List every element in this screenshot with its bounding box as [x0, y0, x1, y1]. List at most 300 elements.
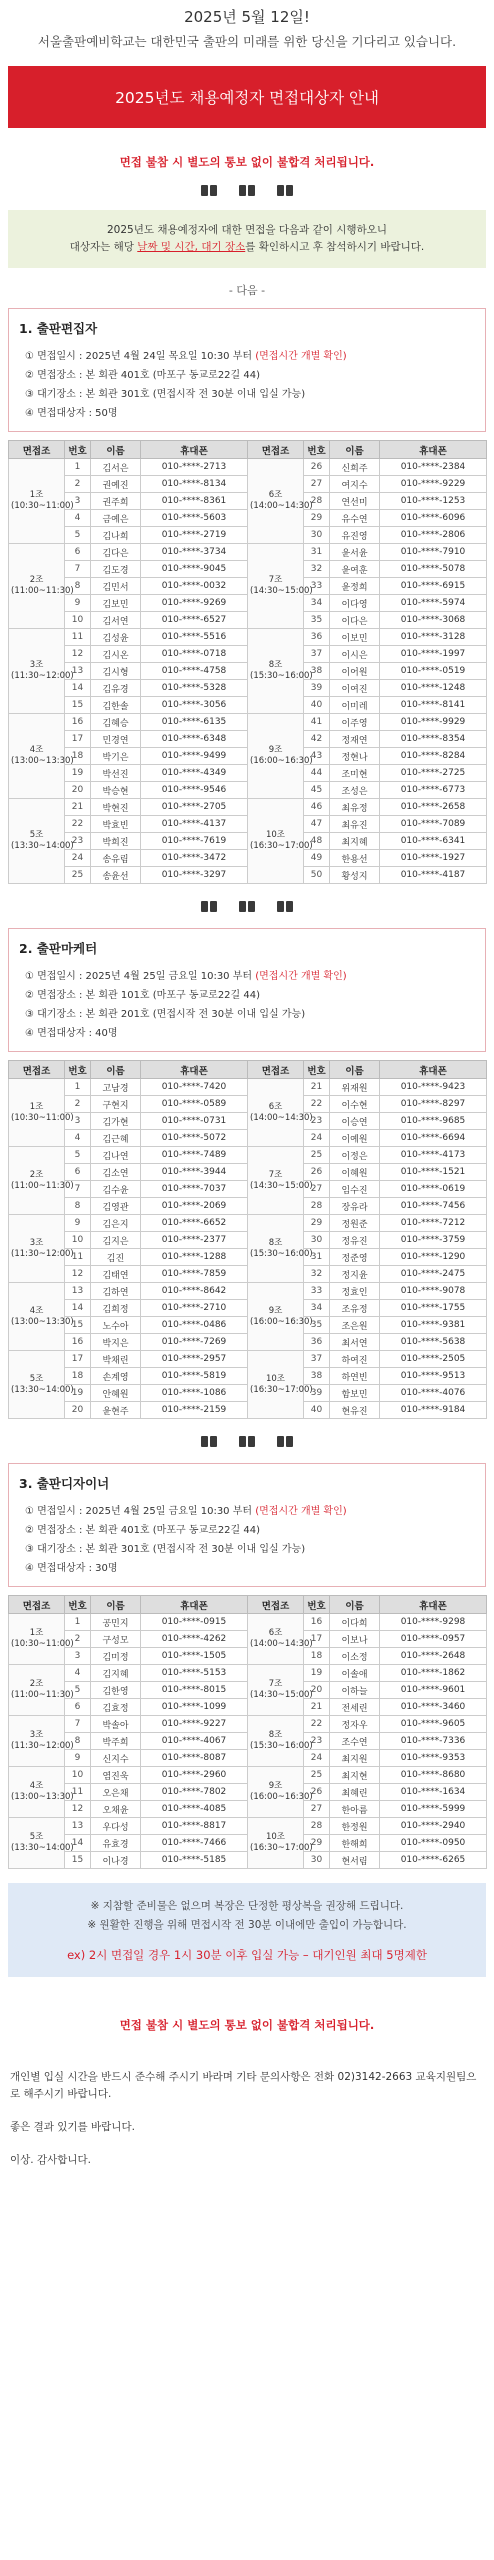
cell-name: 최서연 [330, 1334, 380, 1351]
cell-name: 김성윤 [91, 629, 141, 646]
column-header: 이름 [330, 1596, 380, 1614]
cell-phone: 010-****-5638 [380, 1334, 487, 1351]
cell-name: 유효경 [91, 1835, 141, 1852]
cell-name: 권주희 [91, 493, 141, 510]
cell-phone: 010-****-2957 [141, 1351, 248, 1368]
column-header: 이름 [330, 1061, 380, 1079]
cell-number: 49 [304, 850, 330, 867]
column-header: 휴대폰 [141, 441, 248, 459]
cell-name: 노수아 [91, 1317, 141, 1334]
info-box [8, 1883, 486, 1977]
cell-phone: 010-****-6341 [380, 833, 487, 850]
cell-phone: 010-****-1086 [141, 1385, 248, 1402]
cell-name: 민경연 [91, 731, 141, 748]
table-row [9, 629, 487, 646]
datetime-label: ① 면접일시 : 2025년 4월 25일 금요일 10:30 부터 [25, 1506, 256, 1517]
cell-phone: 010-****-9546 [141, 782, 248, 799]
cell-name: 신희주 [330, 459, 380, 476]
cell-number: 27 [304, 476, 330, 493]
cell-phone: 010-****-1099 [141, 1699, 248, 1716]
group-cell [248, 1818, 313, 1869]
cell-number: 20 [65, 1402, 91, 1419]
cell-name: 김시온 [91, 646, 141, 663]
section-info [8, 928, 486, 1052]
candidate-count: ④ 면접대상자 : 40명 [25, 1028, 118, 1039]
cell-phone: 010-****-9685 [380, 1113, 487, 1130]
book-icon [201, 1435, 217, 1448]
cell-number: 2 [65, 1096, 91, 1113]
group-time: (15:30~16:00) [250, 671, 313, 681]
cell-number: 7 [65, 1181, 91, 1198]
cell-phone: 010-****-7037 [141, 1181, 248, 1198]
cell-number: 11 [65, 1784, 91, 1801]
cell-number: 26 [304, 1784, 330, 1801]
cell-number: 28 [304, 493, 330, 510]
cell-number: 35 [304, 612, 330, 629]
group-name: 8조 [268, 1730, 283, 1740]
cell-number: 5 [65, 1147, 91, 1164]
cell-phone: 010-****-0950 [380, 1835, 487, 1852]
absence-notice-bottom: 면접 불참 시 별도의 통보 없이 불합격 처리됩니다. [119, 2018, 375, 2032]
group-name: 2조 [29, 575, 44, 585]
cell-phone: 010-****-2713 [141, 459, 248, 476]
cell-phone: 010-****-8087 [141, 1750, 248, 1767]
cell-name: 정재연 [330, 731, 380, 748]
candidate-table [8, 1060, 487, 1419]
cell-name: 우다성 [91, 1818, 141, 1835]
column-header: 번호 [65, 441, 91, 459]
cell-name: 정원준 [330, 1215, 380, 1232]
cell-number: 1 [65, 459, 91, 476]
group-cell [9, 1716, 74, 1767]
cell-phone: 010-****-0957 [380, 1631, 487, 1648]
cell-name: 김수윤 [91, 1181, 141, 1198]
cell-name: 최유정 [330, 799, 380, 816]
cell-number: 14 [65, 1300, 91, 1317]
cell-phone: 010-****-0619 [380, 1181, 487, 1198]
group-time: (16:30~17:00) [250, 1843, 313, 1853]
datetime-label: ① 면접일시 : 2025년 4월 25일 금요일 10:30 부터 [25, 971, 256, 982]
cell-number: 9 [65, 1750, 91, 1767]
cell-number: 40 [304, 697, 330, 714]
cell-name: 김혜승 [91, 714, 141, 731]
group-time: (13:00~13:30) [11, 1792, 74, 1802]
cell-number: 19 [304, 1665, 330, 1682]
cell-phone: 010-****-5072 [141, 1130, 248, 1147]
cell-name: 김희정 [91, 1300, 141, 1317]
cell-name: 임수진 [330, 1181, 380, 1198]
cell-phone: 010-****-6265 [380, 1852, 487, 1869]
intro-highlight: 날짜 및 시간, 대기 장소 [137, 241, 246, 253]
cell-name: 이혜원 [330, 1164, 380, 1181]
cell-phone: 010-****-6096 [380, 510, 487, 527]
cell-phone: 010-****-1288 [141, 1249, 248, 1266]
cell-phone: 010-****-7212 [380, 1215, 487, 1232]
cell-phone: 010-****-2705 [141, 799, 248, 816]
cell-name: 이다영 [330, 595, 380, 612]
cell-phone: 010-****-1521 [380, 1164, 487, 1181]
cell-phone: 010-****-9229 [380, 476, 487, 493]
column-header: 휴대폰 [380, 1596, 487, 1614]
book-icon [239, 1435, 255, 1448]
group-time: (11:00~11:30) [11, 1180, 74, 1191]
cell-name: 이정은 [330, 1147, 380, 1164]
group-time: (14:00~14:30) [250, 1639, 313, 1649]
cell-phone: 010-****-5819 [141, 1368, 248, 1385]
cell-number: 23 [304, 1113, 330, 1130]
cell-name: 금예은 [91, 510, 141, 527]
group-time: (14:00~14:30) [250, 1112, 313, 1123]
cell-name: 고남경 [91, 1079, 141, 1096]
cell-phone: 010-****-1927 [380, 850, 487, 867]
table-row [9, 799, 487, 816]
group-cell [9, 1351, 74, 1419]
cell-name: 안혜원 [91, 1385, 141, 1402]
cell-number: 6 [65, 544, 91, 561]
column-header: 이름 [91, 1061, 141, 1079]
cell-number: 22 [65, 816, 91, 833]
group-time: (16:00~16:30) [250, 1316, 313, 1327]
cell-name: 김태연 [91, 1266, 141, 1283]
cell-phone: 010-****-9513 [380, 1368, 487, 1385]
group-name: 7조 [268, 1679, 283, 1689]
cell-number: 16 [304, 1614, 330, 1631]
group-time: (15:30~16:00) [250, 1741, 313, 1751]
cell-phone: 010-****-4085 [141, 1801, 248, 1818]
cell-number: 39 [304, 1385, 330, 1402]
cell-number: 24 [304, 1130, 330, 1147]
cell-name: 윤서윤 [330, 544, 380, 561]
cell-phone: 010-****-3460 [380, 1699, 487, 1716]
cell-name: 김민서 [91, 578, 141, 595]
title-banner: 2025년도 채용예정자 면접대상자 안내 [8, 66, 486, 128]
cell-name: 윤정희 [330, 578, 380, 595]
cell-phone: 010-****-8361 [141, 493, 248, 510]
cell-name: 최지혜 [330, 833, 380, 850]
table-row [9, 1767, 487, 1784]
column-header: 번호 [65, 1061, 91, 1079]
cell-name: 이소정 [330, 1648, 380, 1665]
cell-phone: 010-****-4262 [141, 1631, 248, 1648]
group-cell [9, 1079, 74, 1147]
info-example: ex) 2시 면접일 경우 1시 30분 이후 입실 가능 – 대기인원 최대 5명제한 [67, 1948, 427, 1962]
cell-name: 최지원 [330, 1750, 380, 1767]
cell-phone: 010-****-4173 [380, 1147, 487, 1164]
cell-number: 30 [304, 1852, 330, 1869]
cell-name: 구현지 [91, 1096, 141, 1113]
cell-number: 13 [65, 1818, 91, 1835]
cell-number: 32 [304, 1266, 330, 1283]
intro-line1: 2025년도 채용예정자에 대한 면접을 다음과 같이 시행하오니 [106, 224, 388, 236]
cell-name: 김지은 [91, 1232, 141, 1249]
group-cell [248, 1614, 313, 1665]
group-name: 6조 [268, 1101, 283, 1112]
cell-name: 전세린 [330, 1699, 380, 1716]
group-cell [9, 459, 74, 544]
cell-phone: 010-****-1862 [380, 1665, 487, 1682]
cell-phone: 010-****-4187 [380, 867, 487, 884]
cell-name: 정현나 [330, 748, 380, 765]
candidate-count: ④ 면접대상자 : 30명 [25, 1563, 118, 1574]
group-time: (13:30~14:00) [11, 841, 74, 851]
cell-phone: 010-****-5078 [380, 561, 487, 578]
cell-name: 이여진 [330, 680, 380, 697]
interview-datetime [19, 347, 475, 366]
cell-phone: 010-****-2710 [141, 1300, 248, 1317]
cell-number: 38 [304, 1368, 330, 1385]
cell-number: 2 [65, 476, 91, 493]
group-name: 10조 [265, 830, 286, 840]
group-cell [248, 1665, 313, 1716]
cell-number: 20 [304, 1682, 330, 1699]
cell-phone: 010-****-2648 [380, 1648, 487, 1665]
group-name: 2조 [29, 1679, 44, 1689]
cell-phone: 010-****-8141 [380, 697, 487, 714]
cell-name: 박솔아 [91, 1716, 141, 1733]
cell-number: 20 [65, 782, 91, 799]
footer-contact: 개인별 입실 시간을 반드시 준수해 주시기 바라며 기타 문의사항은 전화 02)3142-2663 교육지원팀으로 해주시기 바랍니다. [10, 2071, 477, 2100]
column-header: 번호 [304, 441, 330, 459]
group-name: 1조 [29, 1101, 44, 1112]
cell-phone: 010-****-6694 [380, 1130, 487, 1147]
column-header: 이름 [91, 441, 141, 459]
cell-number: 8 [65, 1733, 91, 1750]
cell-name: 하여진 [330, 1351, 380, 1368]
cell-name: 이시은 [330, 646, 380, 663]
cell-name: 황성지 [330, 867, 380, 884]
cell-name: 오채윤 [91, 1801, 141, 1818]
cell-number: 4 [65, 1665, 91, 1682]
cell-name: 김다은 [91, 544, 141, 561]
group-cell [9, 629, 74, 714]
book-icon [277, 900, 293, 913]
cell-phone: 010-****-8015 [141, 1682, 248, 1699]
cell-phone: 010-****-7802 [141, 1784, 248, 1801]
group-cell [248, 1716, 313, 1767]
cell-name: 여지수 [330, 476, 380, 493]
cell-number: 15 [65, 1852, 91, 1869]
intro-line2-pre: 대상자는 해당 [69, 241, 138, 253]
cell-number: 44 [304, 765, 330, 782]
cell-number: 17 [65, 731, 91, 748]
group-cell [248, 1283, 313, 1351]
table-row [9, 1215, 487, 1232]
cell-phone: 010-****-9269 [141, 595, 248, 612]
group-time: (15:30~16:00) [250, 1248, 313, 1259]
cell-name: 손계영 [91, 1368, 141, 1385]
cell-phone: 010-****-4137 [141, 816, 248, 833]
table-row [9, 544, 487, 561]
cell-phone: 010-****-6135 [141, 714, 248, 731]
column-header: 면접조 [9, 1061, 65, 1079]
cell-name: 김가현 [91, 1113, 141, 1130]
interview-datetime [19, 1502, 475, 1521]
cell-phone: 010-****-8297 [380, 1096, 487, 1113]
cell-phone: 010-****-9381 [380, 1317, 487, 1334]
cell-phone: 010-****-6348 [141, 731, 248, 748]
table-header-row [9, 1596, 487, 1614]
group-name: 9조 [268, 1781, 283, 1791]
column-header: 휴대폰 [380, 1061, 487, 1079]
cell-name: 김효정 [91, 1699, 141, 1716]
cell-number: 40 [304, 1402, 330, 1419]
cell-phone: 010-****-5153 [141, 1665, 248, 1682]
cell-name: 조수연 [330, 1733, 380, 1750]
cell-number: 12 [65, 646, 91, 663]
group-cell [248, 1079, 313, 1147]
cell-number: 16 [65, 1334, 91, 1351]
cell-number: 34 [304, 1300, 330, 1317]
cell-number: 24 [65, 850, 91, 867]
cell-number: 22 [304, 1096, 330, 1113]
intro-line2-post: 를 확인하시고 후 참석하시기 바랍니다. [245, 241, 425, 253]
cell-phone: 010-****-1248 [380, 680, 487, 697]
cell-name: 박기은 [91, 748, 141, 765]
cell-name: 김영관 [91, 1198, 141, 1215]
cell-phone: 010-****-3056 [141, 697, 248, 714]
column-header: 면접조 [9, 1596, 65, 1614]
datetime-note: (면접시간 개별 확인) [255, 971, 347, 982]
header-slogan: 서울출판예비학교는 대한민국 출판의 미래를 위한 당신을 기다리고 있습니다. [37, 34, 457, 49]
table-row [9, 1351, 487, 1368]
group-time: (11:30~12:00) [11, 1741, 74, 1751]
cell-name: 현서림 [330, 1852, 380, 1869]
cell-number: 4 [65, 1130, 91, 1147]
cell-number: 6 [65, 1164, 91, 1181]
table-row [9, 1716, 487, 1733]
info-line1: ※ 지참할 준비물은 없으며 복장은 단정한 평상복을 권장해 드립니다. [90, 1900, 404, 1912]
cell-phone: 010-****-1505 [141, 1648, 248, 1665]
cell-number: 16 [65, 714, 91, 731]
table-header-row [9, 1061, 487, 1079]
cell-number: 29 [304, 1835, 330, 1852]
group-time: (10:30~11:00) [11, 1639, 74, 1649]
book-icon [201, 900, 217, 913]
table-row [9, 1147, 487, 1164]
group-cell [9, 1818, 74, 1869]
cell-phone: 010-****-7336 [380, 1733, 487, 1750]
group-time: (10:30~11:00) [11, 1112, 74, 1123]
cell-phone: 010-****-3944 [141, 1164, 248, 1181]
cell-phone: 010-****-0486 [141, 1317, 248, 1334]
cell-name: 윤현주 [91, 1402, 141, 1419]
cell-name: 김지혜 [91, 1665, 141, 1682]
cell-number: 15 [65, 1317, 91, 1334]
cell-phone: 010-****-2719 [141, 527, 248, 544]
cell-phone: 010-****-2377 [141, 1232, 248, 1249]
cell-number: 14 [65, 1835, 91, 1852]
cell-name: 김소연 [91, 1164, 141, 1181]
cell-name: 김나희 [91, 527, 141, 544]
cell-name: 염진욱 [91, 1767, 141, 1784]
cell-number: 11 [65, 629, 91, 646]
cell-phone: 010-****-4076 [380, 1385, 487, 1402]
cell-name: 공민지 [91, 1614, 141, 1631]
cell-name: 윤여훈 [330, 561, 380, 578]
cell-number: 29 [304, 1215, 330, 1232]
column-header: 면접조 [248, 1061, 304, 1079]
cell-phone: 010-****-3297 [141, 867, 248, 884]
group-time: (16:30~17:00) [250, 841, 313, 851]
cell-phone: 010-****-0718 [141, 646, 248, 663]
cell-phone: 010-****-9078 [380, 1283, 487, 1300]
cell-phone: 010-****-1290 [380, 1249, 487, 1266]
cell-number: 19 [65, 1385, 91, 1402]
column-header: 번호 [304, 1061, 330, 1079]
cell-name: 박주희 [91, 1733, 141, 1750]
cell-number: 15 [65, 697, 91, 714]
cell-name: 정효인 [330, 1283, 380, 1300]
cell-name: 하연빈 [330, 1368, 380, 1385]
cell-number: 27 [304, 1801, 330, 1818]
cell-phone: 010-****-1755 [380, 1300, 487, 1317]
column-header: 휴대폰 [380, 441, 487, 459]
cell-number: 10 [65, 1232, 91, 1249]
group-name: 5조 [29, 1373, 44, 1384]
cell-phone: 010-****-5603 [141, 510, 248, 527]
column-header: 휴대폰 [141, 1061, 248, 1079]
cell-number: 25 [304, 1767, 330, 1784]
group-name: 4조 [29, 745, 44, 755]
table-header-row [9, 441, 487, 459]
cell-name: 연선미 [330, 493, 380, 510]
group-cell [248, 459, 313, 544]
group-cell [248, 629, 313, 714]
cell-phone: 010-****-7269 [141, 1334, 248, 1351]
cell-number: 5 [65, 1682, 91, 1699]
section-title: 2. 출판마케터 [19, 941, 98, 956]
section-info [8, 308, 486, 432]
sections [0, 308, 494, 1869]
cell-number: 14 [65, 680, 91, 697]
cell-name: 송유림 [91, 850, 141, 867]
group-name: 1조 [29, 1628, 44, 1638]
cell-phone: 010-****-6773 [380, 782, 487, 799]
cell-phone: 010-****-7619 [141, 833, 248, 850]
cell-name: 현유진 [330, 1402, 380, 1419]
cell-number: 7 [65, 1716, 91, 1733]
cell-phone: 010-****-9184 [380, 1402, 487, 1419]
group-name: 10조 [265, 1373, 286, 1384]
book-icon [277, 1435, 293, 1448]
cell-name: 박현진 [91, 799, 141, 816]
cell-number: 25 [304, 1147, 330, 1164]
cell-phone: 010-****-2806 [380, 527, 487, 544]
waiting-place: ③ 대기장소 : 본 회관 301호 (면접시작 전 30분 이내 입실 가능) [25, 1544, 306, 1555]
cell-phone: 010-****-2159 [141, 1402, 248, 1419]
group-name: 1조 [29, 490, 44, 500]
interview-place: ② 면접장소 : 본 회관 401호 (마포구 동교로22길 44) [25, 370, 261, 381]
cell-number: 50 [304, 867, 330, 884]
table-row [9, 1614, 487, 1631]
cell-name: 박지은 [91, 1334, 141, 1351]
cell-phone: 010-****-6527 [141, 612, 248, 629]
cell-phone: 010-****-7456 [380, 1198, 487, 1215]
cell-name: 신지수 [91, 1750, 141, 1767]
cell-phone: 010-****-8134 [141, 476, 248, 493]
header-date: 2025년 5월 12일! [184, 8, 310, 26]
cell-number: 1 [65, 1614, 91, 1631]
cell-name: 정유진 [330, 1232, 380, 1249]
cell-name: 김시형 [91, 663, 141, 680]
cell-name: 장유라 [330, 1198, 380, 1215]
group-name: 4조 [29, 1305, 44, 1316]
cell-number: 2 [65, 1631, 91, 1648]
group-time: (11:30~12:00) [11, 671, 74, 681]
cell-number: 42 [304, 731, 330, 748]
cell-phone: 010-****-1997 [380, 646, 487, 663]
cell-phone: 010-****-2069 [141, 1198, 248, 1215]
